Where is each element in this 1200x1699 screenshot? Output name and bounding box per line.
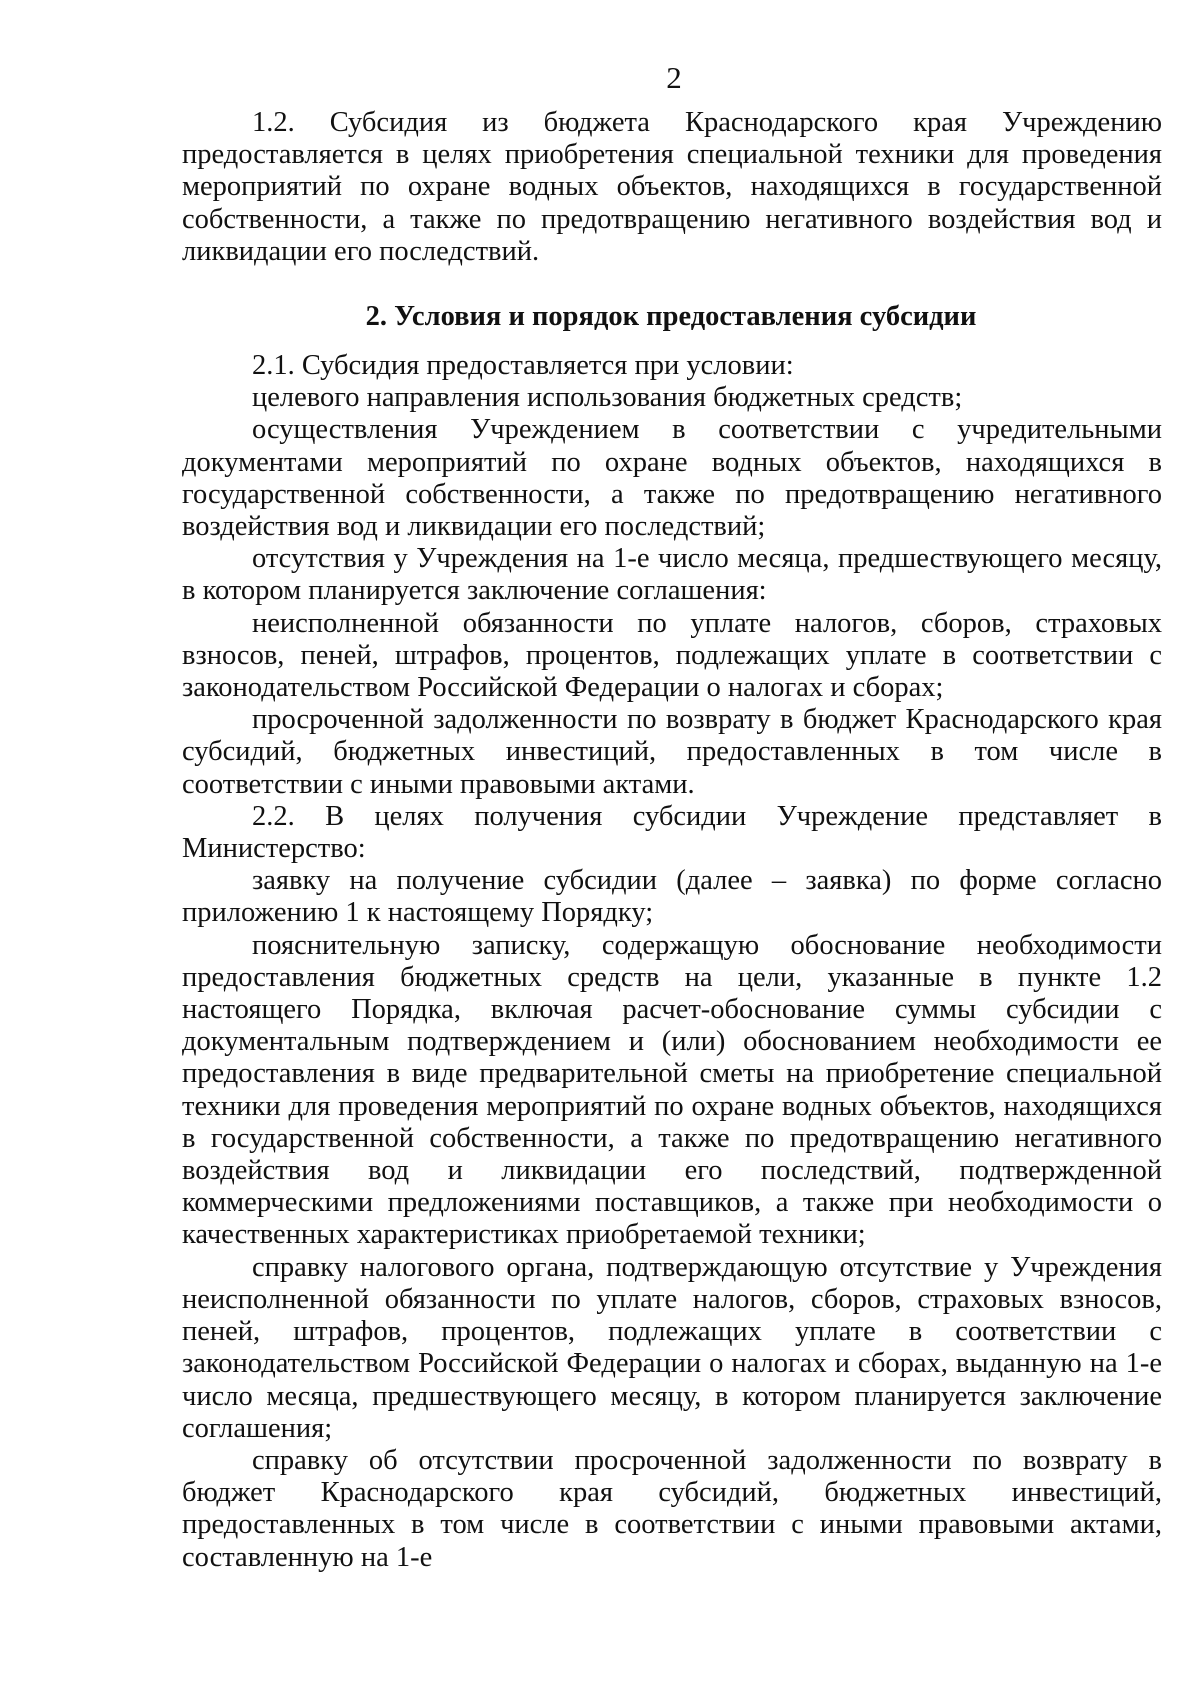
paragraph: просроченной задолженности по возврату в бюджет Краснодарского края субсидий, бюджетных инвестиций, предоставленных в том числе в соответствии с иными правовыми актами.: [182, 704, 1162, 800]
paragraph: справку об отсутствии просроченной задолженности по возврату в бюджет Краснодарского края субсидий, бюджетных инвестиций, предоставленных в том числе в соответствии с иными правовыми актами, составленную на 1-е: [182, 1444, 1162, 1573]
paragraph-1-2: 1.2. Субсидия из бюджета Краснодарского края Учреждению предоставляется в целях приобретения специальной техники для проведения мероприятий по охране водных объектов, находящихся в государственной собственности, а также по предотвращению негативного воздействия вод и ликвидации его последствий.: [182, 107, 1162, 267]
paragraph: заявку на получение субсидии (далее – заявка) по форме согласно приложению 1 к настоящему Порядку;: [182, 865, 1162, 929]
paragraph: целевого направления использования бюджетных средств;: [252, 382, 963, 414]
section-2-heading: 2. Условия и порядок предоставления субсидии: [365, 301, 977, 332]
paragraph: пояснительную записку, содержащую обоснование необходимости предоставления бюджетных средств на цели, указанные в пункте 1.2 настоящего Порядка, включая расчет-обоснование суммы субсидии с документальным подтверждением и (или) обоснованием необходимости ее предоставления в виде предварительной сметы на приобретение специальной техники для проведения мероприятий по охране водных объектов, находящихся в государственной собственности, а также по предотвращению негативного воздействия вод и ликвидации его последствий, подтвержденной коммерческими предложениями поставщиков, а также при необходимости о качественных характеристиках приобретаемой техники;: [182, 929, 1162, 1251]
paragraph: осуществления Учреждением в соответствии с учредительными документами мероприятий по охране водных объектов, находящихся в государственной собственности, а также по предотвращению негативного воздействия вод и ликвидации его последствий;: [182, 414, 1162, 543]
section-1-text: [182, 107, 1162, 268]
paragraph: неисполненной обязанности по уплате налогов, сборов, страховых взносов, пеней, штрафов, процентов, подлежащих уплате в соответствии с законодательством Российской Федерации о налогах и сборах;: [182, 607, 1162, 704]
paragraph: 2.1. Субсидия предоставляется при условии:: [252, 350, 794, 381]
section-2-text: [182, 350, 1162, 1574]
page-number: 2: [666, 60, 682, 95]
paragraph: 2.2. В целях получения субсидии Учреждение представляет в Министерство:: [182, 800, 1162, 865]
paragraph: справку налогового органа, подтверждающую отсутствие у Учреждения неисполненной обязанности по уплате налогов, сборов, страховых взносов, пеней, штрафов, процентов, подлежащих уплате в соответствии с законодательством Российской Федерации о налогах и сборах, выданную на 1-е число месяца, предшествующего месяцу, в котором планируется заключение соглашения;: [182, 1251, 1162, 1444]
paragraph: отсутствия у Учреждения на 1-е число месяца, предшествующего месяцу, в котором планируется заключение соглашения:: [182, 543, 1162, 607]
